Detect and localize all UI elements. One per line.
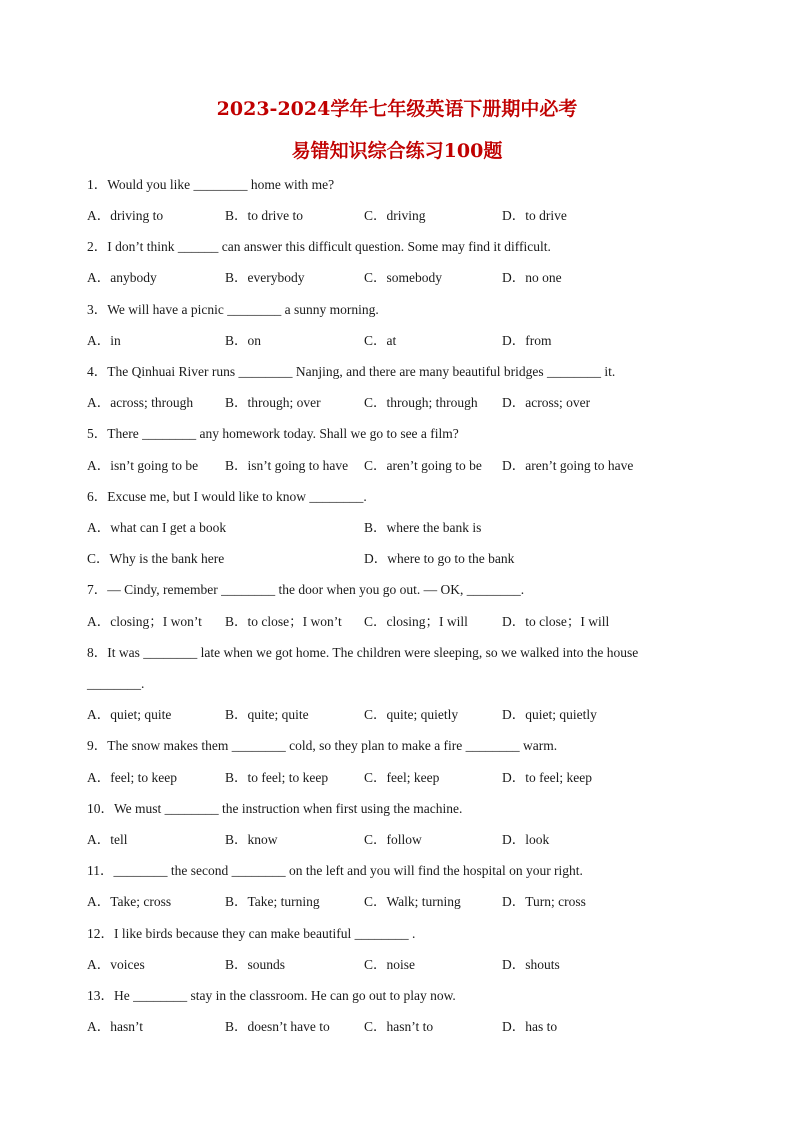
q9-option-a[interactable]: A．feel; to keep	[87, 770, 177, 785]
q3-option-b[interactable]: B．on	[225, 333, 262, 348]
q12-option-d[interactable]: D．shouts	[502, 957, 560, 972]
q11-option-a[interactable]: A．Take; cross	[87, 894, 172, 909]
q4-option-c[interactable]: C．through; through	[364, 395, 478, 410]
q3-option-d[interactable]: D．from	[502, 333, 552, 348]
question-13-stem: 13．He ________ stay in the classroom. He can go out to play now.	[87, 988, 456, 1003]
q12-option-a[interactable]: A．voices	[87, 957, 145, 972]
q3-option-a[interactable]: A．in	[87, 333, 121, 348]
q4-option-b[interactable]: B．through; over	[225, 395, 321, 410]
question-6-stem: 6．Excuse me, but I would like to know ________.	[87, 489, 367, 504]
question-3-stem: 3．We will have a picnic ________ a sunny morning.	[87, 302, 379, 317]
question-12-stem: 12．I like birds because they can make beautiful ________ .	[87, 926, 416, 941]
q11-option-b[interactable]: B．Take; turning	[225, 894, 320, 909]
question-9-stem: 9．The snow makes them ________ cold, so they plan to make a fire ________ warm.	[87, 738, 558, 753]
question-11-stem: 11．________ the second ________ on the left and you will find the hospital on your right.	[87, 863, 583, 878]
q8-option-b[interactable]: B．quite; quite	[225, 707, 309, 722]
q2-option-b[interactable]: B．everybody	[225, 270, 305, 285]
q8-option-a[interactable]: A．quiet; quite	[87, 707, 172, 722]
question-8-stem-continued: ________.	[87, 676, 145, 691]
q6-option-a[interactable]: A．what can I get a book	[87, 520, 227, 535]
q5-option-b[interactable]: B．isn’t going to have	[225, 458, 349, 473]
q9-option-c[interactable]: C．feel; keep	[364, 770, 440, 785]
q10-option-c[interactable]: C．follow	[364, 832, 422, 847]
question-5-stem: 5．There ________ any homework today. Shall we go to see a film?	[87, 426, 459, 441]
q7-option-b[interactable]: B．to close；I won’t	[225, 614, 342, 629]
question-7-stem: 7．— Cindy, remember ________ the door when you go out. — OK, ________.	[87, 582, 525, 597]
q12-option-c[interactable]: C．noise	[364, 957, 416, 972]
q5-option-c[interactable]: C．aren’t going to be	[364, 458, 482, 473]
q11-option-d[interactable]: D．Turn; cross	[502, 894, 586, 909]
q10-option-a[interactable]: A．tell	[87, 832, 128, 847]
q2-option-a[interactable]: A．anybody	[87, 270, 157, 285]
q8-option-c[interactable]: C．quite; quietly	[364, 707, 459, 722]
question-4-stem: 4．The Qinhuai River runs ________ Nanjing, and there are many beautiful bridges ________ it.	[87, 364, 616, 379]
q1-option-c[interactable]: C．driving	[364, 208, 426, 223]
q4-option-d[interactable]: D．across; over	[502, 395, 591, 410]
q6-option-c[interactable]: C．Why is the bank here	[87, 551, 225, 566]
q4-option-a[interactable]: A．across; through	[87, 395, 194, 410]
q1-option-d[interactable]: D．to drive	[502, 208, 567, 223]
q2-option-c[interactable]: C．somebody	[364, 270, 443, 285]
q1-option-b[interactable]: B．to drive to	[225, 208, 303, 223]
question-2-stem: 2．I don’t think ______ can answer this difficult question. Some may find it difficult.	[87, 239, 551, 254]
q7-option-a[interactable]: A．closing；I won’t	[87, 614, 202, 629]
q12-option-b[interactable]: B．sounds	[225, 957, 286, 972]
q6-option-b[interactable]: B．where the bank is	[364, 520, 482, 535]
q1-option-a[interactable]: A．driving to	[87, 208, 164, 223]
q2-option-d[interactable]: D．no one	[502, 270, 562, 285]
q13-option-b[interactable]: B．doesn’t have to	[225, 1019, 330, 1034]
q13-option-c[interactable]: C．hasn’t to	[364, 1019, 434, 1034]
page-title: 2023-2024学年七年级英语下册期中必考	[216, 98, 578, 120]
q5-option-a[interactable]: A．isn’t going to be	[87, 458, 199, 473]
q10-option-d[interactable]: D．look	[502, 832, 550, 847]
q10-option-b[interactable]: B．know	[225, 832, 278, 847]
q13-option-d[interactable]: D．has to	[502, 1019, 558, 1034]
q6-option-d[interactable]: D．where to go to the bank	[364, 551, 515, 566]
q11-option-c[interactable]: C．Walk; turning	[364, 894, 461, 909]
q3-option-c[interactable]: C．at	[364, 333, 397, 348]
q8-option-d[interactable]: D．quiet; quietly	[502, 707, 597, 722]
q5-option-d[interactable]: D．aren’t going to have	[502, 458, 634, 473]
q13-option-a[interactable]: A．hasn’t	[87, 1019, 143, 1034]
q7-option-c[interactable]: C．closing；I will	[364, 614, 468, 629]
question-10-stem: 10．We must ________ the instruction when first using the machine.	[87, 801, 463, 816]
q9-option-b[interactable]: B．to feel; to keep	[225, 770, 329, 785]
question-1-stem: 1．Would you like ________ home with me?	[87, 177, 335, 192]
question-8-stem: 8．It was ________ late when we got home. The children were sleeping, so we walked into the house	[87, 645, 639, 660]
page-subtitle: 易错知识综合练习100题	[291, 140, 503, 162]
q7-option-d[interactable]: D．to close；I will	[502, 614, 610, 629]
q9-option-d[interactable]: D．to feel; keep	[502, 770, 592, 785]
